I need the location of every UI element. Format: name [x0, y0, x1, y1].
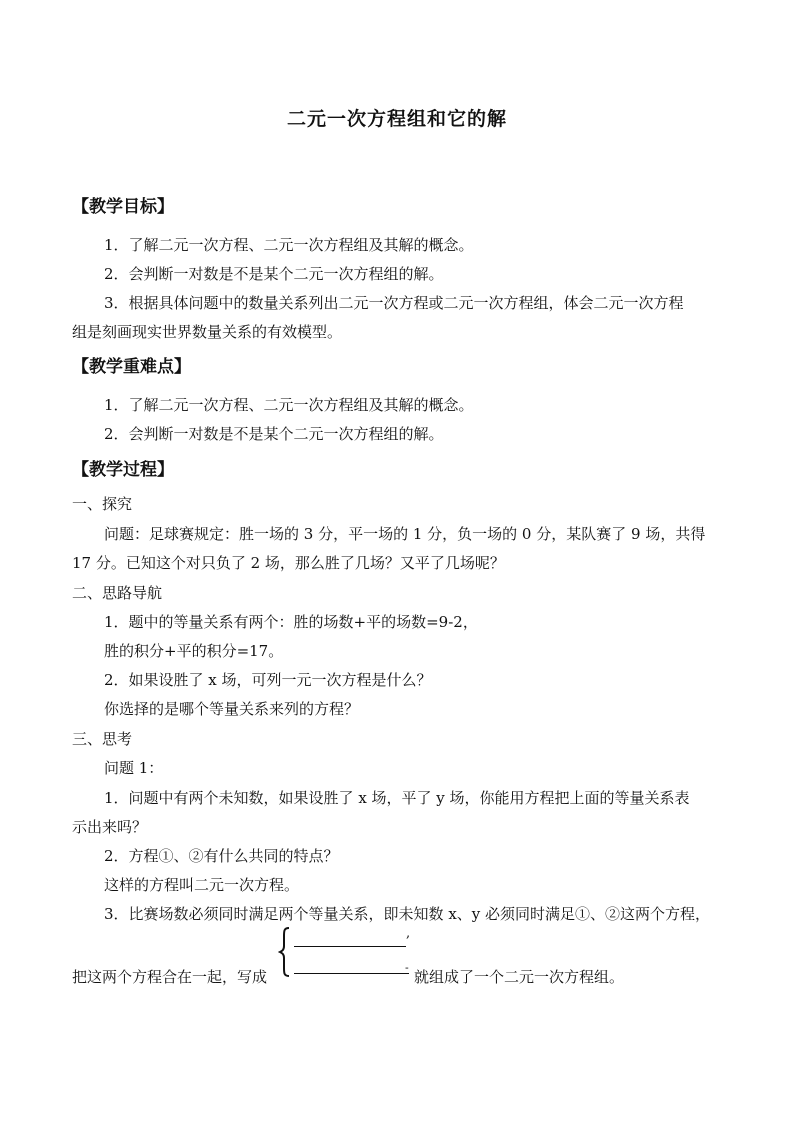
part3-line-5: 这样的方程叫二元一次方程。 — [104, 876, 300, 894]
equation-blank-2[interactable] — [294, 963, 409, 974]
goal-item-3-cont: 组是刻画现实世界数量关系的有效模型。 — [72, 323, 343, 341]
part2-line-2: 胜的积分+平的积分=17。 — [104, 642, 284, 660]
part1-line-1: 问题：足球赛规定：胜一场的 3 分，平一场的 1 分，负一场的 0 分，某队赛了 9 场，共得 — [104, 525, 706, 543]
part3-line-4: 2．方程①、②有什么共同的特点？ — [104, 847, 339, 865]
section-heading-goals: 【教学目标】 — [72, 197, 174, 217]
keypoint-item-2: 2．会判断一对数是不是某个二元一次方程组的解。 — [104, 425, 444, 443]
part3-last-line-before: 把这两个方程合在一起，写成 — [72, 968, 268, 986]
keypoint-item-1: 1．了解二元一次方程、二元一次方程组及其解的概念。 — [104, 396, 474, 414]
part2-line-1: 1．题中的等量关系有两个：胜的场数+平的场数=9-2， — [104, 613, 478, 631]
part1-title: 一、探究 — [72, 495, 133, 513]
part3-line-1: 问题 1： — [104, 759, 164, 777]
part3-title: 三、思考 — [72, 730, 133, 748]
part3-line-6: 3．比赛场数必须同时满足两个等量关系，即未知数 x、y 必须同时满足①、②这两个方程， — [104, 905, 711, 923]
equation-system-brace — [278, 926, 418, 978]
blank-1-mark: , — [406, 926, 411, 941]
part2-line-3: 2．如果设胜了 x 场，可列一元一次方程是什么？ — [104, 671, 432, 689]
equation-blank-1[interactable] — [294, 936, 406, 947]
section-heading-process: 【教学过程】 — [72, 460, 174, 480]
part3-line-2: 1．问题中有两个未知数，如果设胜了 x 场，平了 y 场，你能用方程把上面的等量关系表 — [104, 789, 690, 807]
part1-line-2: 17 分。已知这个对只负了 2 场，那么胜了几场？又平了几场呢？ — [72, 554, 505, 572]
page-title: 二元一次方程组和它的解 — [286, 108, 507, 130]
section-heading-keypoints: 【教学重难点】 — [72, 357, 191, 377]
blank-2-mark: - — [405, 961, 409, 974]
part3-line-3: 示出来吗？ — [72, 818, 148, 836]
goal-item-3: 3．根据具体问题中的数量关系列出二元一次方程或二元一次方程组，体会二元一次方程 — [104, 294, 684, 312]
part3-last-line-after: 就组成了一个二元一次方程组。 — [414, 968, 625, 986]
goal-item-2: 2．会判断一对数是不是某个二元一次方程组的解。 — [104, 265, 444, 283]
goal-item-1: 1．了解二元一次方程、二元一次方程组及其解的概念。 — [104, 236, 474, 254]
part2-line-4: 你选择的是哪个等量关系来列的方程？ — [104, 700, 360, 718]
left-brace-icon — [278, 926, 294, 978]
part2-title: 二、思路导航 — [72, 584, 163, 602]
